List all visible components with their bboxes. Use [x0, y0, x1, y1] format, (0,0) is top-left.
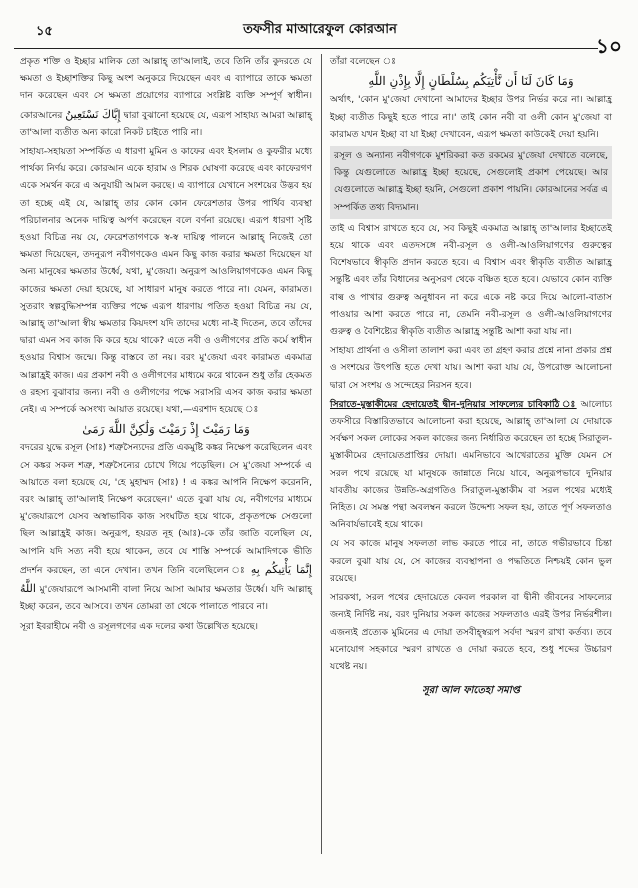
- page-header: [18, 8, 622, 58]
- left-p3-text: বদরের যুদ্ধে রসূল (সাঃ) শত্রুসৈন্যদের প্রতি একমুষ্টি কঙ্কর নিক্ষেপ করেছিলেন এবং সে কঙ্কর সকল শত্রু, শত্রুসৈন্যের চোখে গিয়ে পড়েছিল। সে মু'জেযা সম্পর্কে এ আয়াতে বলা হয়েছে যে, 'হে মুহাম্মদ (সাঃ) ! এ কঙ্কর আপনি নিক্ষেপ করেননি, বরং আল্লাহ্ তা'আলাই নিক্ষেপ করেছেন।' এতে বুঝা যায় যে, নবীগণের মাধ্যমে মু'জেযারূপে যেসব অস্বাভাবিক কাজ সংঘটিত হয়ে থাকে, প্রকৃতপক্ষে সেগুলো ছিল আল্লাহ্রই কাজ। অনুরূপ, হযরত নূহ (আঃ)-কে তাঁর জাতি বলেছিল যে, আপনি যদি সত্য নবী হয়ে থাকেন, তবে যে শাস্তি সম্পর্কে আমাদিগকে ভীতি প্রদর্শন করছেন, তা এনে দেখান। তখন তিনি বলেছিলেন ঃ: [20, 443, 312, 576]
- right-paragraph-4: সাহায্য প্রার্থনা ও ওসীলা তালাশ করা এবং তা গ্রহণ করার প্রশ্নে নানা প্রকার প্রশ্ন ও সংশয়ের উৎপত্তি হতে দেখা যায়। আশা করা যায় যে, উপরোক্ত আলোচনা দ্বারা সে সংশয় ও সন্দেহের নিরসন হবে।: [330, 346, 612, 391]
- page-number-left: ১৫: [36, 24, 53, 39]
- right-paragraph-1: অর্থাৎ, 'কোন মু'জেযা দেখানো আমাদের ইচ্ছার উপর নির্ভর করে না। আল্লাহ্র ইচ্ছা ব্যতীত কিছুই হতে পারে না।' তাই কোন নবী বা ওলী কোন মু'জেযা বা কারামত যখন ইচ্ছা বা যা ইচ্ছা দেখাবেন, এরূপ ক্ষমতা কাউকেই দেয়া হয়নি।: [330, 95, 612, 140]
- right-p5-text: আলোচ্য তফসীরে বিস্তারিতভাবে আলোচনা করা হয়েছে, আল্লাহ্ তা'আলা যে দোয়াকে সর্বক্ষণ সকল লোকের সকল কাজের জন্য নির্ধারিত করেছেন তা হচ্ছে সিরাতুল-মুস্তাকীমের হেদায়েতপ্রাপ্তির দোয়া। এমনিভাবে আখেরাতের মুক্তি যেমন সে সরল পথে রয়েছে যা মানুষকে জান্নাতে নিয়ে যাবে, অনুরূপভাবে দুনিয়ার যাবতীয় কাজের উন্নতি-অগ্রগতিও সিরাতুল-মুস্তাকীম বা সরল পথের মধ্যেই নিহিত। যে সমস্ত পন্থা অবলম্বন করলে উদ্দেশ্য সফল হয়, তাতে পূর্ণ সফলতাও অনিবার্যভাবেই হয়ে থাকে।: [330, 399, 612, 531]
- column-divider: [321, 54, 322, 854]
- page-number-right: ১০: [596, 34, 622, 58]
- running-title: তফসীর মাআরেফুল কোরআন: [243, 22, 397, 37]
- right-paragraph-7: সারকথা, সরল পথের হেদায়েতে কেবল পরকাল বা দ্বীনী জীবনের সাফল্যের জন্যই নির্দিষ্ট নয়, বরং দুনিয়ার সকল কাজের সফলতাও এরই উপর নির্ভরশীল। এজন্যই প্রত্যেক মুমিনের এ দোয়া তসবীহ্স্বরূপ সর্বদা স্মরণ রাখা কর্তব্য। তবে মনোযোগ সহকারে স্মরণ রাখতে ও দোয়া করতে হবে, শুধু শব্দের উচ্চারণ যথেষ্ট নয়।: [330, 593, 612, 672]
- right-arabic-verse: وَمَا كَانَ لَنَا أَن نَّأْتِيَكُم بِسُلْطَانٍ إِلَّا بِإِذْنِ اللَّهِ: [368, 74, 574, 89]
- right-section: [330, 397, 612, 535]
- right-paragraph-3: তাই এ বিশ্বাস রাখতে হবে যে, সব কিছুই একমাত্র আল্লাহ্ তা'আলার ইচ্ছাতেই হয়ে থাকে এবং এতদসঙ্গে নবী-রসূল ও ওলী-আওলিয়াগণের গুরুত্বের বিশেষভাবে স্বীকৃতি প্রদান করতে হবে। এ বিশ্বাস এবং স্বীকৃতি ব্যতীত আল্লাহ্র সন্তুষ্টি এবং তাঁর বিধানের অনুসরণ থেকে বঞ্চিত হতে হবে। যেভাবে কোন ব্যক্তি বাল্ব ও পাখার গুরুত্ব অনুধাবন না করে একে নষ্ট করে দিয়ে আলো-বাতাস পাওয়ার আশা করতে পারে না, তেমনি নবী-রসূল ও ওলী-আওলিয়াগণের গুরুত্ব ও বৈশিষ্ট্যের স্বীকৃতি ব্যতীত আল্লাহ্র সন্তুষ্টি আশা করা যায় না।: [330, 223, 612, 338]
- left-arabic-verse: وَمَا رَمَيْتَ إِذْ رَمَيْتَ وَلَٰكِنَّ اللَّهَ رَمَىٰ: [82, 422, 250, 437]
- left-paragraph-4: সূরা ইবরাহীমে নবী ও রসূলগণের এক দলের কথা উল্লেখিত হয়েছে।: [20, 621, 259, 632]
- left-p1-tail: দ্বারা বুঝানো হয়েছে যে, এরূপ সাহায্য আমরা আল্লাহ্ তা'আলা ব্যতীত অন্য কারো নিকট চাইতে পারি না।: [20, 110, 312, 138]
- left-column: [20, 54, 312, 638]
- header-rule: [14, 48, 598, 49]
- section-heading: সিরাতে-মুস্তাকীমের হেদায়েতই দ্বীন-দুনিয়ার সাফল্যের চাবিকাঠি ঃ: [330, 399, 577, 410]
- right-paragraph-2: রসূল ও অন্যান্য নবীগণকে মুশরিকরা কত রকমের মু'জেযা দেখাতে বলেছে, কিন্তু যেগুলোতে আল্লাহ্র ইচ্ছা হয়েছে, সেগুলোই প্রকাশ পেয়েছে। আর যেগুলোতে আল্লাহ্র ইচ্ছা হয়নি, সেগুলো প্রকাশ পায়নি। কোরআনের সর্বত্র এ সম্পর্কিত তথ্য বিদ্যমান।: [330, 146, 612, 219]
- left-paragraph-2: সাহায্য-সহায়তা সম্পর্কিত এ ধারণা মুমিন ও কাফের এবং ইসলাম ও কুফরীর মধ্যে পার্থক্য নির্ণয় করে। কোরআন একে হারাম ও শিরক ঘোষণা করেছে এবং কাফেরগণ একে সমর্থন করে এ অনুযায়ী আমল করছে। এ ব্যাপারে যেখানে সংশয়ের উদ্ভব হয় তা হচ্ছে এই যে, আল্লাহ্ তার কোন কোন ফেরেশতার উপর পার্থিব ব্যবস্থা পরিচালনার অনেক দায়িত্ব অর্পণ করেছেন বলে বর্ণনা রয়েছে। এরূপ ধারণা সৃষ্টি হওয়া বিচিত্র নয় যে, ফেরেশতাগণকে স্ব-স্ব দায়িত্ব পালনে আল্লাহ্ নিজেই তো ক্ষমতা দিয়েছেন, তদনুরূপ নবীগণকেও এমন কিছু কাজ করার ক্ষমতা দিয়েছেন যা অন্য মানুষের ক্ষমতার উর্ধ্বে, যথা, মু'জেযা। অনুরূপ আওলিয়াগণকেও এমন কিছু কাজের ক্ষমতা দেয়া হয়েছে, যা সাধারণ মানুষ করতে পারে না। যেমন, কারামত। সুতরাং স্বল্পবুদ্ধিসম্পন্ন ব্যক্তির পক্ষে এরূপ ধারণায় পতিত হওয়া বিচিত্র নয় যে, আল্লাহ্ তা'আলা স্বীয় ক্ষমতার কিয়দংশ যদি তাদের মধ্যে না-ই দিতেন, তবে তাঁদের দ্বারা এমন সব কাজ কি করে হয়ে থাকে? এতে নবী ও ওলীগণের প্রতি কর্মে স্বাধীন হওয়ার বিশ্বাস জন্মে। কিন্তু বাস্তবে তা নয়। বরং মু'জেযা এবং কারামত একমাত্র আল্লাহ্রই কাজ। এর প্রকাশ নবী ও ওলীগণের মাধ্যমে করে থাকেন শুধু তাঁর হেকমত ও রহস্য বুঝাবার জন্য। নবী ও ওলীগণের পক্ষে সরাসরি এসব কাজ করার ক্ষমতা নেই। এ সম্পর্কে অসংখ্য আয়াত রয়েছে। যথা,—এরশাদ হয়েছে ঃ: [20, 147, 312, 416]
- left-p1-arabic: إِيَّاكَ نَسْتَعِينُ: [65, 107, 121, 121]
- right-column: [330, 54, 612, 699]
- left-p3-tail: মু'জেযারূপে আসমানী বালা নিয়ে আসা আমার ক্ষমতার উর্ধ্বে। যদি আল্লাহ্ ইচ্ছা করেন, তবে আসবে। তখন তোমরা তা থেকে পালাতে পারবে না।: [20, 585, 312, 613]
- left-p3-arabic: إِنَّمَا يَأْتِيكُم بِهِ اللَّهُ: [20, 562, 312, 596]
- surah-end-note: সূরা আল ফাতেহা সমাপ্ত: [422, 685, 520, 697]
- right-paragraph-6: যে সব কাজে মানুষ সফলতা লাভ করতে পারে না, তাতে গভীরভাবে চিন্তা করলে বুঝা যায় যে, সে কাজের ব্যবস্থাপনা ও পদ্ধতিতে নিশ্চয়ই কোন ভুল রয়েছে।: [330, 539, 612, 584]
- left-paragraph-3: [20, 440, 312, 616]
- right-intro: তাঁরা বলেছেন ঃ: [330, 57, 396, 67]
- left-p1-text: প্রকৃত শক্তি ও ইচ্ছার মালিক তো আল্লাহ্ তা'আলাই, তবে তিনি তাঁর কুদরতে যে ক্ষমতা ও ইচ্ছাশক্তির কিছু অংশ অনুকরে দিয়েছেন এবং এ ব্যাপারে তাকে ক্ষমতা দান করেছেন এবং সে ক্ষমতা প্রয়োগের ব্যাপারে সংশ্লিষ্ট ব্যক্তি সম্পূর্ণ স্বাধীন। কোরআনের: [20, 57, 312, 121]
- left-paragraph-1: [20, 54, 312, 142]
